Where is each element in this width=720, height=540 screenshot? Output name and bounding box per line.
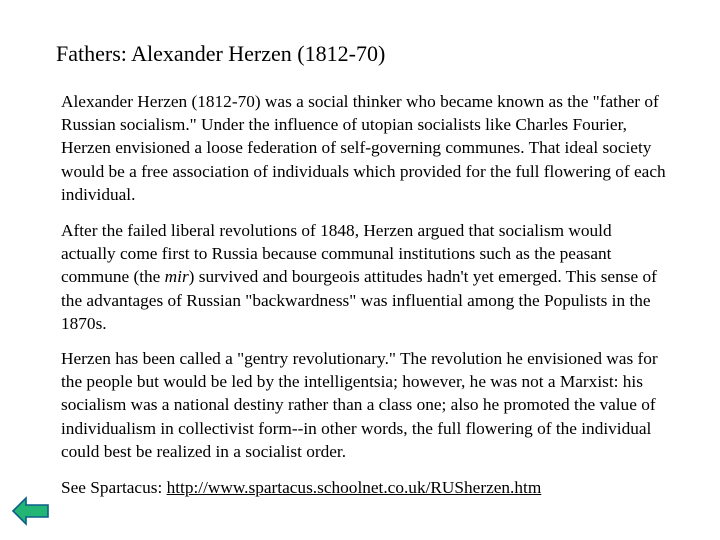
paragraph-1848 [61, 219, 666, 335]
slide-body [61, 90, 666, 512]
spartacus-link[interactable]: http://www.spartacus.schoolnet.co.uk/RUSherzen.htm [166, 478, 542, 498]
see-also-line [61, 476, 666, 499]
paragraph-1848-text-start: After the failed liberal revolutions of 1848, Herzen argued that socialism would actually come first to Russia because communal institutions such as the peasant commune (the [61, 221, 612, 287]
paragraph-gentry-revolutionary: Herzen has been called a "gentry revolutionary." The revolution he envisioned was for the people but would be led by the intelligentsia; however, he was not a Marxist: his socialism was a national destiny rather than a class one; also he promoted the value of individualism in collectivist form--in other words, the full flowering of the individual could best be realized in a socialist order. [61, 349, 658, 461]
back-arrow-icon [12, 496, 50, 526]
paragraph-intro: Alexander Herzen (1812-70) was a social thinker who became known as the "father of Russian socialism." Under the influence of utopian socialists like Charles Fourier, Herzen envisioned a loose federation of self-governing communes. That ideal society would be a free association of individuals which provided for the full flowering of each individual. [61, 92, 666, 204]
mir-term: mir [164, 267, 189, 287]
paragraph-1848-text-end: ) survived and bourgeois attitudes hadn't yet emerged. This sense of the advantages of Russian "backwardness" was influential among the Populists in the 1870s. [61, 267, 657, 333]
back-button[interactable] [12, 496, 50, 526]
see-also-label: See Spartacus: [61, 478, 167, 498]
slide-title: Fathers: Alexander Herzen (1812-70) [56, 41, 386, 66]
